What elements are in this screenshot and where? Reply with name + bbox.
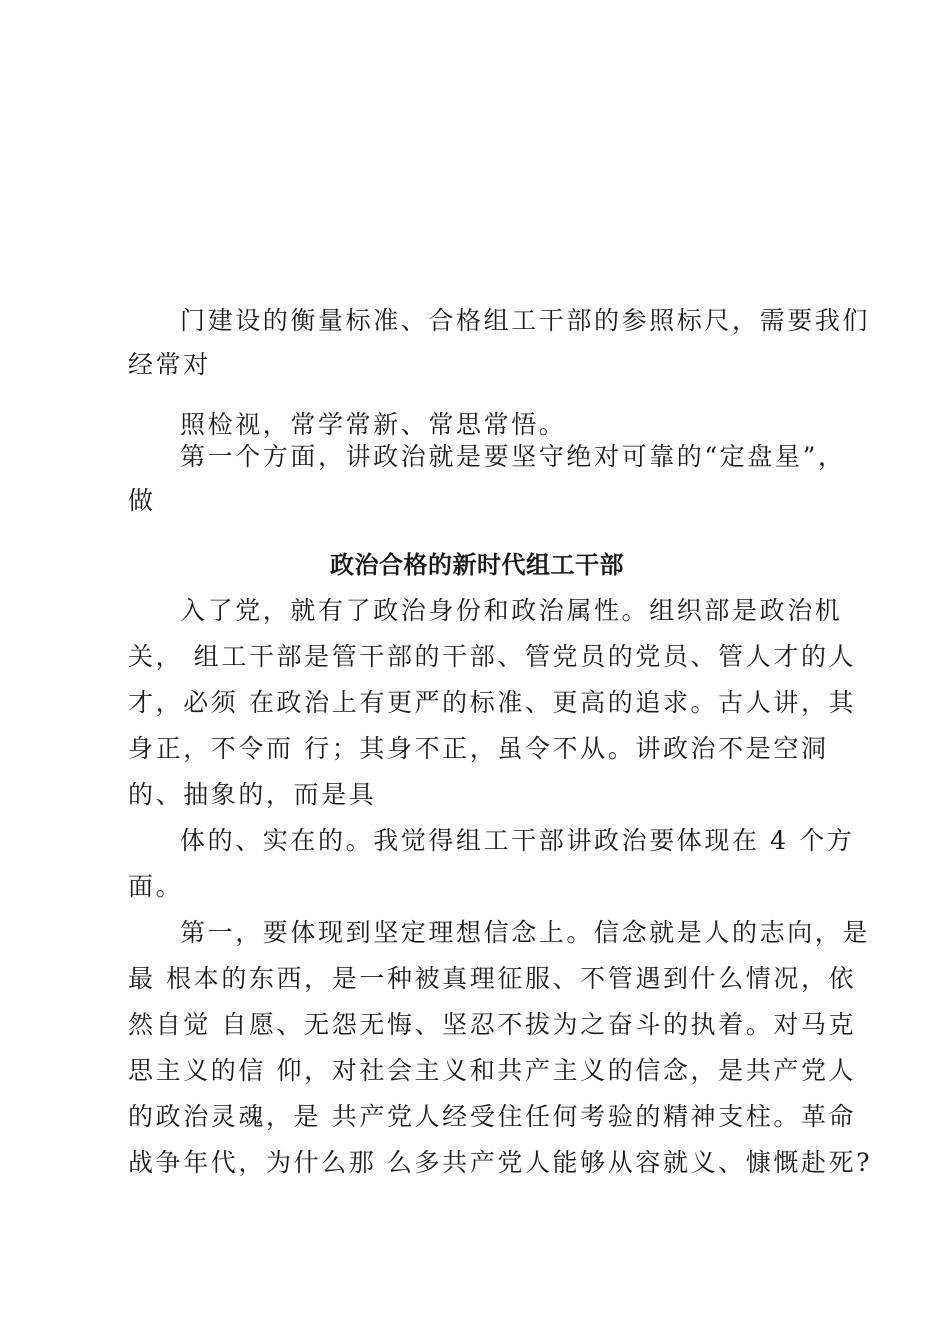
- text-line: 然自觉 自愿、无怨无悔、坚忍不拔为之奋斗的执着。对马克: [128, 1010, 857, 1039]
- text-line: 关， 组工干部是管干部的干部、管党员的党员、管人才的人: [128, 642, 857, 671]
- text-line: 第一个方面，讲政治就是要坚守绝对可靠的“定盘星”，: [180, 442, 846, 471]
- text-line: 第一，要体现到坚定理想信念上。信念就是人的志向，是: [180, 918, 871, 947]
- text-line: 的、抽象的，而是具: [128, 780, 377, 809]
- text-line: 的政治灵魂，是 共产党人经受住任何考验的精神支柱。革命: [128, 1102, 857, 1131]
- text-line: 才，必须 在政治上有更严的标准、更高的追求。古人讲，其: [128, 688, 857, 717]
- text-line: 经常对: [128, 350, 211, 379]
- text-line: 最 根本的东西，是一种被真理征服、不管遇到什么情况，依: [128, 964, 857, 993]
- section-title: 政治合格的新时代组工干部: [330, 550, 624, 579]
- text-line: 面。: [128, 872, 184, 901]
- text-line: 门建设的衡量标准、合格组工干部的参照标尺，需要我们: [180, 306, 871, 335]
- text-line: 思主义的信 仰，对社会主义和共产主义的信念，是共产党人: [128, 1056, 857, 1085]
- text-line: 照检视，常学常新、常思常悟。: [180, 410, 567, 439]
- text-line: 战争年代，为什么那 么多共产党人能够从容就义、慷慨赴死?: [128, 1148, 873, 1177]
- text-line: 做: [128, 486, 156, 515]
- text-line: 身正，不令而 行；其身不正，虽令不从。讲政治不是空洞: [128, 734, 829, 763]
- text-line: 入了党，就有了政治身份和政治属性。组织部是政治机: [180, 596, 843, 625]
- text-line: 体的、实在的。我觉得组工干部讲政治要体现在 4 个方: [180, 826, 855, 855]
